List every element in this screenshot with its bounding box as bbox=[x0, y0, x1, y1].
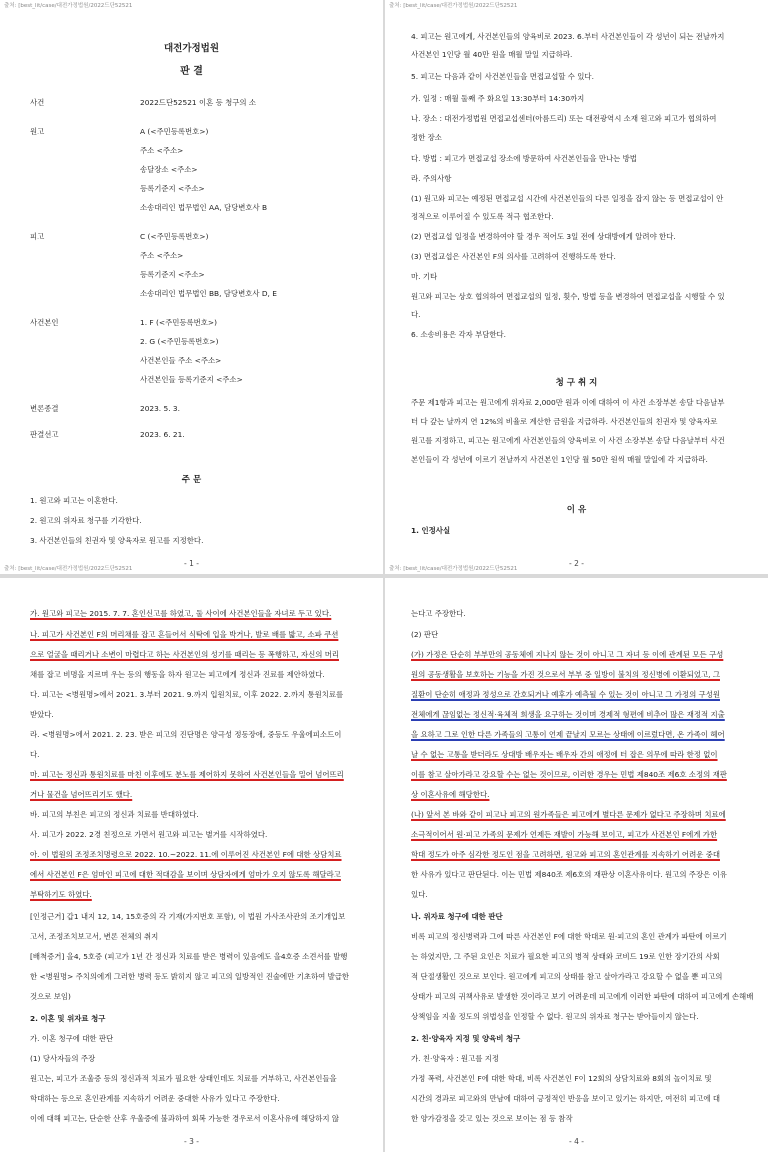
text-line: (1) 당사자들의 주장 bbox=[30, 1054, 96, 1063]
verdict-label: 판결선고 bbox=[30, 430, 59, 439]
text-line: 받았다. bbox=[30, 710, 54, 719]
text-line: 한 <병원명> 주치의에게 그러한 병력 등도 밝히지 않고 피고의 일방적인 진술에만 기초하여 발급한 bbox=[30, 972, 350, 981]
plaintiff-line: 소송대리인 법무법인 AA, 담당변호사 B bbox=[140, 203, 268, 212]
text-line: 이를 참고 살아가라고 강요할 수는 없는 것이므로, 이러한 경우는 민법 제840조 제6호 소정의 재판 bbox=[411, 770, 727, 779]
page-header: 출처: [best_lit/case/대전가정법원/2022드단52521 bbox=[4, 3, 133, 9]
document-title: 판 결 bbox=[180, 66, 203, 77]
text-line: 가. 원고와 피고는 2015. 7. 7. 혼인신고를 하였고, 둘 사이에 사건본인들을 자녀로 두고 있다. bbox=[30, 609, 332, 618]
text-line: 원고와 피고는 상호 협의하여 면접교섭의 일정, 횟수, 방법 등을 변경하여 면접교섭을 시행할 수 있 bbox=[411, 292, 725, 301]
principal-line: 1. F (<주민등록번호>) bbox=[140, 318, 217, 327]
text-line: 한 사유가 있다고 판단된다. 이는 민법 제840조 제6호의 재판상 이혼사유이다. 원고의 주장은 이유 bbox=[411, 870, 727, 879]
claim-line: 터 다 갚는 날까지 연 12%의 비율로 계산한 금원을 지급하라. 사건본인들의 친권자 및 양육자로 bbox=[411, 417, 718, 426]
page-2 bbox=[385, 0, 768, 574]
text-line: 마. 기타 bbox=[411, 272, 438, 281]
text-line: 마. 피고는 정신과 통원치료를 마친 이후에도 분노를 제어하지 못하여 사건본인들을 밀어 넘어뜨리 bbox=[30, 770, 344, 779]
verdict-date: 2023. 6. 21. bbox=[140, 430, 185, 439]
text-line: 5. 피고는 다음과 같이 사건본인들을 면접교섭할 수 있다. bbox=[411, 72, 594, 81]
text-line: 라. <병원명>에서 2021. 2. 23. 받은 피고의 진단명은 양극성 정동장애, 중등도 우울에피소드이 bbox=[30, 730, 342, 739]
text-line: 거나 물건을 넘어뜨리기도 했다. bbox=[30, 790, 133, 799]
text-line: 학대 정도가 아주 심각한 정도인 점을 고려하면, 원고와 피고의 혼인관계를 지속하기 어려운 중대 bbox=[411, 850, 720, 859]
text-line: 전체에게 끊임없는 정신적·육체적 희생을 요구하는 것이며 경제적 형편에 비추어 많은 재정적 지출 bbox=[411, 710, 725, 719]
claim-line: 원고를 지정하고, 피고는 원고에게 사건본인들의 양육비로 이 사건 소장부본 송달 다음날부터 사건 bbox=[411, 436, 725, 445]
section-heading: 2. 친·양육자 지정 및 양육비 청구 bbox=[411, 1034, 521, 1043]
text-line: 다. bbox=[411, 310, 421, 319]
page-number: - 1 - bbox=[184, 559, 199, 568]
page-footer: 출처: [best_lit/case/대전가정법원/2022드단52521 bbox=[4, 566, 133, 572]
text-line: 상태가 피고의 귀책사유로 발생한 것이라고 보기 어려운데 피고에게 이러한 파탄에 대하여 피고에게 손해배 bbox=[411, 992, 754, 1001]
text-line: (1) 원고와 피고는 예정된 면접교섭 시간에 사건본인들의 다른 일정을 잡지 않는 등 면접교섭이 안 bbox=[411, 194, 724, 203]
defendant-line: 주소 <주소> bbox=[140, 251, 184, 260]
case-value: 2022드단52521 이혼 등 청구의 소 bbox=[140, 98, 256, 107]
text-line: 정적으로 이루어질 수 있도록 적극 협조한다. bbox=[411, 212, 554, 221]
subsection-heading: 가. 이혼 청구에 대한 판단 bbox=[30, 1034, 114, 1043]
text-line: 아. 이 법원의 조정조치명령으로 2022. 10.~2022. 11.에 이루어진 사건본인 F에 대한 상담치료 bbox=[30, 850, 342, 859]
principal-line: 사건본인들 주소 <주소> bbox=[140, 356, 222, 365]
text-line: 것으로 보임) bbox=[30, 992, 71, 1001]
text-line: 바. 피고의 부친은 피고의 정신과 치료를 반대하였다. bbox=[30, 810, 199, 819]
text-line: 는 하였지만, 그 주된 요인은 치료가 필요한 피고의 병적 상태와 코비드 19로 인한 장기간의 사회 bbox=[411, 952, 720, 961]
section-heading: 나. 위자료 청구에 대한 판단 bbox=[411, 912, 503, 921]
page-3 bbox=[0, 578, 383, 1152]
text-line: 가정 폭력, 사건본인 F에 대한 학대, 비록 사건본인 F이 12회의 상담치료와 8회의 놀이치료 및 bbox=[411, 1074, 712, 1083]
text-line: 학대하는 등으로 혼인관계를 지속하기 어려운 중대한 사유가 있다고 주장한다. bbox=[30, 1094, 280, 1103]
text-line: 원고는, 피고가 조울증 등의 정신과적 치료가 필요한 상태인데도 치료를 거부하고, 사건본인들을 bbox=[30, 1074, 337, 1083]
text-line: 4. 피고는 원고에게, 사건본인들의 양육비로 2023. 6.부터 사건본인들이 각 성년이 되는 전날까지 bbox=[411, 32, 725, 41]
principal-line: 2. G (<주민등록번호>) bbox=[140, 337, 219, 346]
text-line: 비록 피고의 정신병력과 그에 따른 사건본인 F에 대한 학대로 원·피고의 혼인 관계가 파탄에 이르기 bbox=[411, 932, 727, 941]
text-line: 사. 피고가 2022. 2경 친정으로 가면서 원고와 피고는 별거를 시작하였다. bbox=[30, 830, 268, 839]
text-line: 있다. bbox=[411, 890, 428, 899]
text-line: 으로 얼굴을 때리거나 소변이 마렵다고 하는 사건본인의 성기를 때리는 등 폭행하고, 자신의 머리 bbox=[30, 650, 339, 659]
text-line: (2) 면접교섭 일정을 변경하여야 할 경우 적어도 3일 전에 상대방에게 알려야 한다. bbox=[411, 232, 676, 241]
text-line: 날 수 없는 고통을 받더라도 상대방 배우자는 배우자 간의 애정에 터 잡은 의무에 따라 한정 없이 bbox=[411, 750, 718, 759]
text-line: (가) 가정은 단순히 부부만의 공동체에 지나지 않는 것이 아니고 그 자녀 등 이에 관계된 모든 구성 bbox=[411, 650, 724, 659]
text-line: 정한 장소 bbox=[411, 133, 442, 142]
text-line: 원의 공동생활을 보호하는 기능을 가진 것으로서 부부 중 일방이 불치의 정신병에 이환되었고, 그 bbox=[411, 670, 720, 679]
text-line: 사건본인 1인당 월 40만 원을 매월 말일 지급하라. bbox=[411, 50, 573, 59]
order-line: 3. 사건본인들의 친권자 및 양육자로 원고를 지정한다. bbox=[30, 536, 204, 545]
page-number: - 4 - bbox=[569, 1137, 584, 1146]
claim-title: 청 구 취 지 bbox=[555, 378, 598, 388]
plaintiff-line: A (<주민등록번호>) bbox=[140, 127, 209, 136]
order-title: 주 문 bbox=[181, 475, 202, 485]
page-number: - 3 - bbox=[184, 1137, 199, 1146]
text-line: 시간의 경과로 피고와의 만남에 대하여 긍정적인 반응을 보이고 있기는 하지만, 여전히 피고에 대 bbox=[411, 1094, 720, 1103]
text-line: (3) 면접교섭은 사건본인 F의 의사를 고려하여 진행하도록 한다. bbox=[411, 252, 616, 261]
principal-line: 사건본인들 등록기준지 <주소> bbox=[140, 375, 243, 384]
text-line: 부탁하기도 하였다. bbox=[30, 890, 92, 899]
closing-label: 변론종결 bbox=[30, 404, 59, 413]
text-line: 질환이 단순히 애정과 정성으로 간호되거나 예후가 예측될 수 있는 것이 아니고 그 가정의 구성원 bbox=[411, 690, 720, 699]
case-label: 사건 bbox=[30, 98, 45, 107]
plaintiff-label: 원고 bbox=[30, 127, 45, 136]
text-line: (나) 앞서 본 바와 같이 피고나 피고의 원가족들은 피고에게 별다른 문제가 없다고 주장하며 치료에 bbox=[411, 810, 726, 819]
plaintiff-line: 주소 <주소> bbox=[140, 146, 184, 155]
subsection-heading: 가. 친·양육자 : 원고를 지정 bbox=[411, 1054, 499, 1063]
text-line: 6. 소송비용은 각자 부담한다. bbox=[411, 330, 506, 339]
text-line: (2) 판단 bbox=[411, 630, 439, 639]
page-4 bbox=[385, 578, 768, 1152]
text-line: 에서 사건본인 F은 엄마인 피고에 대한 적대감을 보이며 상담자에게 엄마가 오지 않도록 해달라고 bbox=[30, 870, 341, 879]
order-line: 1. 원고와 피고는 이혼한다. bbox=[30, 496, 118, 505]
text-line: 는다고 주장한다. bbox=[411, 609, 466, 618]
defendant-line: 등록기준지 <주소> bbox=[140, 270, 205, 279]
text-line: [인정근거] 갑1 내지 12, 14, 15호증의 각 기재(가지번호 포함), 이 법원 가사조사관의 조기개입보 bbox=[30, 912, 346, 921]
page-footer: 출처: [best_lit/case/대전가정법원/2022드단52521 bbox=[389, 566, 518, 572]
defendant-line: C (<주민등록번호>) bbox=[140, 232, 209, 241]
text-line: 이에 대해 피고는, 단순한 산후 우울증에 불과하여 회복 가능한 경우로서 이혼사유에 해당하지 않 bbox=[30, 1114, 339, 1123]
text-line: 소극적이어서 원·피고 가족의 문제가 언제든 재발이 가능해 보이고, 피고가 사건본인 F에게 가한 bbox=[411, 830, 718, 839]
claim-line: 본인들이 각 성년에 이르기 전날까지 사건본인 1인당 월 50만 원씩 매월 말일에 각 지급하라. bbox=[411, 455, 708, 464]
plaintiff-line: 송달장소 <주소> bbox=[140, 165, 198, 174]
text-line: 라. 주의사항 bbox=[411, 174, 452, 183]
closing-date: 2023. 5. 3. bbox=[140, 404, 180, 413]
page-header: 출처: [best_lit/case/대전가정법원/2022드단52521 bbox=[389, 3, 518, 9]
text-line: 나. 피고가 사건본인 F의 머리채를 잡고 흔들어서 식탁에 입을 박거나, 발로 배를 밟고, 소파 쿠션 bbox=[30, 630, 339, 639]
text-line: 다. 피고는 <병원명>에서 2021. 3.부터 2021. 9.까지 입원치료, 이후 2022. 2.까지 통원치료를 bbox=[30, 690, 344, 699]
page-1 bbox=[0, 0, 383, 574]
section-heading: 2. 이혼 및 위자료 청구 bbox=[30, 1014, 106, 1023]
order-line: 2. 원고의 위자료 청구를 기각한다. bbox=[30, 516, 142, 525]
text-line: 상 이혼사유에 해당한다. bbox=[411, 790, 490, 799]
defendant-label: 피고 bbox=[30, 232, 45, 241]
text-line: 다. bbox=[30, 750, 40, 759]
text-line: 을 요하고 그로 인한 다른 가족들의 고통이 언제 끝날지 모르는 상태에 이르렀다면, 온 가족이 헤어 bbox=[411, 730, 725, 739]
plaintiff-line: 등록기준지 <주소> bbox=[140, 184, 205, 193]
text-line: 나. 장소 : 대전가정법원 면접교섭센터(아름드리) 또는 대전광역시 소재 원고와 피고가 협의하여 bbox=[411, 114, 717, 123]
page-number: - 2 - bbox=[569, 559, 584, 568]
facts-heading: 1. 인정사실 bbox=[411, 526, 451, 535]
text-line: [배척증거] 을4, 5호증 (피고가 1년 간 정신과 치료를 받은 병력이 있음에도 을4호증 소견서를 발행 bbox=[30, 952, 348, 961]
text-line: 가. 일정 : 매월 둘째 주 화요일 13:30부터 14:30까지 bbox=[411, 94, 585, 103]
text-line: 고서, 조정조치보고서, 변론 전체의 취지 bbox=[30, 932, 159, 941]
text-line: 채를 잡고 비명을 지르며 우는 등의 행동을 하자 원고는 피고에게 정신과 진료를 제안하였다. bbox=[30, 670, 325, 679]
defendant-line: 소송대리인 법무법인 BB, 담당변호사 D, E bbox=[140, 289, 277, 298]
text-line: 한 양가감정을 갖고 있는 것으로 보이는 점 등 참작 bbox=[411, 1114, 573, 1123]
claim-line: 주문 제1항과 피고는 원고에게 위자료 2,000만 원과 이에 대하여 이 사건 소장부본 송달 다음날부 bbox=[411, 398, 725, 407]
text-line: 상책임을 지울 정도의 위법성을 인정할 수 없다. 원고의 위자료 청구는 받아들이지 않는다. bbox=[411, 1012, 699, 1021]
reason-title: 이 유 bbox=[566, 505, 587, 515]
text-line: 다. 방법 : 피고가 면접교섭 장소에 방문하여 사건본인들을 만나는 방법 bbox=[411, 154, 637, 163]
text-line: 적 단절생활인 것으로 보인다. 원고에게 피고의 상태를 참고 살아가라고 강요할 수 없을 뿐 피고의 bbox=[411, 972, 723, 981]
principal-label: 사건본인 bbox=[30, 318, 59, 327]
court-name: 대전가정법원 bbox=[163, 43, 220, 54]
